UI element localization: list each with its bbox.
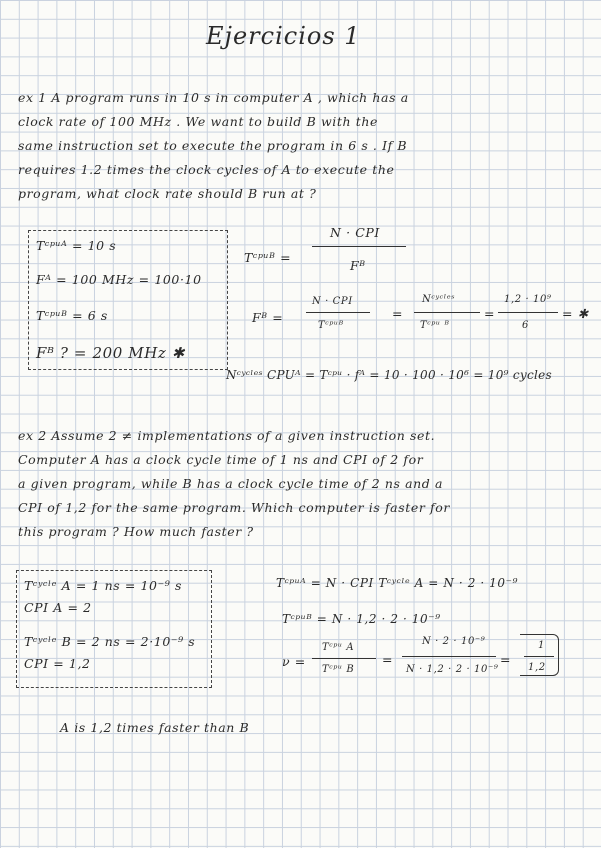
ex1-eq2-f3-bar	[498, 312, 558, 313]
ex2-eq3-equals: =	[382, 652, 394, 667]
ex2-line-1: ex 2 Assume 2 ≠ implementations of a given instruction set.	[18, 428, 436, 443]
ex1-eq2-result-star: = ✱	[562, 306, 589, 321]
ex1-eq2-equals-1: =	[392, 306, 404, 321]
ex2-line-5: this program ? How much faster ?	[18, 524, 254, 539]
ex1-eq1-lhs: Tᶜᵖᵘᴮ =	[244, 250, 292, 265]
ex2-eq3-f1-bar	[312, 658, 376, 659]
ex1-eq3: Nᶜʸᶜˡᵉˢ CPUᴬ = Tᶜᵖᵘ · fᴬ = 10 · 100 · 10⁶ = 10⁹ cycles	[226, 368, 553, 382]
ex1-line-2: clock rate of 100 MHz . We want to build B with the	[18, 114, 378, 129]
ex1-eq2-f1-bar	[306, 312, 370, 313]
ex1-line-1: ex 1 A program runs in 10 s in computer A , which has a	[18, 90, 409, 105]
ex1-eq2-f2-numerator: Nᶜʸᶜˡᵉˢ	[422, 294, 456, 305]
ex2-result-bracket	[520, 634, 559, 676]
ex1-eq2-f1-numerator: N · CPI	[312, 296, 353, 307]
page-title: Ejercicios 1	[206, 22, 361, 50]
ex2-eq3-f2-bar	[402, 656, 496, 657]
ex2-eq3-f2-numerator: N · 2 · 10⁻⁹	[422, 636, 486, 647]
ex1-given-tcpua: Tᶜᵖᵘᴬ = 10 s	[36, 238, 117, 253]
ex2-given-tcycle-b: Tᶜʸᶜˡᵉ B = 2 ns = 2·10⁻⁹ s	[24, 634, 196, 649]
ex1-eq1-fraction-bar	[312, 246, 406, 247]
ex2-eq3-lhs: ν =	[282, 654, 306, 669]
ex2-given-tcycle-a: Tᶜʸᶜˡᵉ A = 1 ns = 10⁻⁹ s	[24, 578, 183, 593]
ex2-given-cpi-b: CPI = 1,2	[24, 656, 91, 671]
ex2-line-4: CPI of 1,2 for the same program. Which computer is faster for	[18, 500, 450, 515]
ex1-given-tcpub: Tᶜᵖᵘᴮ = 6 s	[36, 308, 108, 323]
ex1-eq2-f3-denominator: 6	[522, 320, 529, 331]
ex1-eq2-f1-denominator: Tᶜᵖᵘᴮ	[318, 320, 344, 331]
ex2-eq2: Tᶜᵖᵘᴮ = N · 1,2 · 2 · 10⁻⁹	[282, 612, 441, 626]
ex1-eq2-f2-denominator: Tᶜᵖᵘ ᴮ	[420, 320, 450, 331]
ex1-given-fb: Fᴮ ? = 200 MHz ✱	[36, 344, 185, 362]
ex1-line-4: requires 1.2 times the clock cycles of A to execute the	[18, 162, 395, 177]
ex2-eq3-f1-numerator: Tᶜᵖᵘ A	[322, 642, 355, 653]
ex1-eq1-denominator: Fᴮ	[350, 258, 366, 273]
ex1-line-5: program, what clock rate should B run at ?	[18, 186, 317, 201]
ex1-eq2-f2-bar	[414, 312, 480, 313]
ex1-line-3: same instruction set to execute the program in 6 s . If B	[18, 138, 408, 153]
ex2-eq3-f3-denominator: 1,2	[528, 662, 546, 673]
ex2-line-2: Computer A has a clock cycle time of 1 ns and CPI of 2 for	[18, 452, 424, 467]
ex2-given-cpi-a: CPI A = 2	[24, 600, 92, 615]
ex2-eq1: Tᶜᵖᵘᴬ = N · CPI Tᶜʸᶜˡᵉ A = N · 2 · 10⁻⁹	[276, 576, 519, 590]
ex1-eq2-lhs: Fᴮ =	[252, 310, 284, 325]
ex1-eq2-equals-2: =	[484, 306, 496, 321]
ex1-given-fa: Fᴬ = 100 MHz = 100·10	[36, 272, 202, 287]
ex2-eq3-f3-numerator: 1	[538, 640, 545, 651]
ex2-eq3-f1-denominator: Tᶜᵖᵘ B	[322, 664, 355, 675]
ex2-answer: A is 1,2 times faster than B	[60, 720, 250, 735]
ex2-line-3: a given program, while B has a clock cycle time of 2 ns and a	[18, 476, 444, 491]
ex2-eq3-f2-denominator: N · 1,2 · 2 · 10⁻⁹	[406, 664, 499, 675]
ex1-eq1-numerator: N · CPI	[330, 225, 380, 240]
ex1-eq2-f3-numerator: 1,2 · 10⁹	[504, 294, 552, 305]
ex2-eq3-equals-2: =	[500, 652, 512, 667]
